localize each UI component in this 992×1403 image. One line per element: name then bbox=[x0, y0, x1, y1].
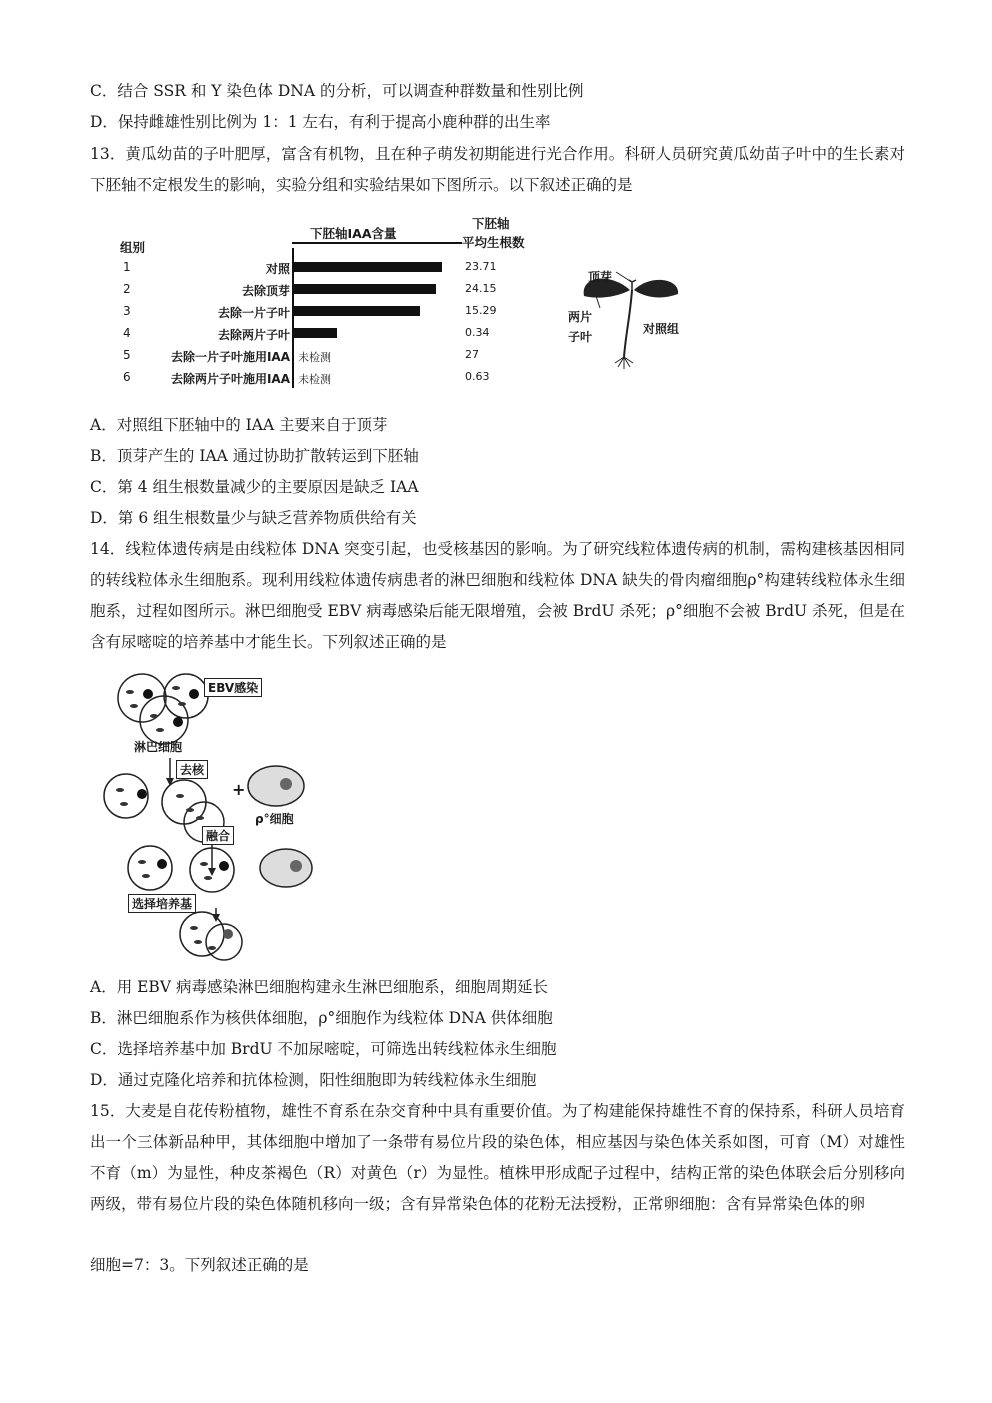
label-control: 对照组 bbox=[643, 322, 680, 336]
group-label: 去除一片子叶施用IAA bbox=[170, 350, 290, 364]
not-detected-label: 未检测 bbox=[298, 351, 331, 364]
lymphocyte-cluster bbox=[118, 674, 208, 744]
q14-option-c: C．选择培养基中加 BrdU 不加尿嘧啶，可筛选出转线粒体永生细胞 bbox=[90, 1040, 557, 1058]
label-fusion: 融合 bbox=[202, 826, 234, 845]
q14-option-a: A．用 EBV 病毒感染淋巴细胞构建永生淋巴细胞系，细胞周期延长 bbox=[90, 978, 548, 996]
q13-stem: 13．黄瓜幼苗的子叶肥厚，富含有机物，且在种子萌发初期能进行光合作用。科研人员研究黄瓜幼苗子叶中的生长素对下胚轴不定根发生的影响，实验分组和实验结果如下图所示。以下叙述正确的是 bbox=[90, 145, 905, 194]
q14-option-d: D．通过克隆化培养和抗体检测，阳性细胞即为转线粒体永生细胞 bbox=[90, 1071, 537, 1089]
rho-cell bbox=[248, 766, 304, 806]
iaa-bar bbox=[294, 262, 442, 272]
root-count: 0.63 bbox=[465, 370, 490, 383]
hybrid-cells bbox=[180, 912, 242, 960]
group-number: 3 bbox=[123, 304, 131, 318]
bar-row bbox=[110, 368, 530, 388]
col-iaa-header: 下胚轴IAA含量 bbox=[310, 226, 397, 241]
iaa-bar bbox=[294, 328, 337, 338]
group-number: 1 bbox=[123, 260, 131, 274]
q14-figure bbox=[100, 672, 430, 962]
label-cotyledon-1: 两片 bbox=[568, 310, 593, 324]
apex-pointer bbox=[616, 272, 630, 281]
plus-sign: + bbox=[232, 780, 246, 799]
bar-row bbox=[110, 280, 530, 300]
bar-row bbox=[110, 346, 530, 366]
fused-cells bbox=[128, 846, 234, 892]
q14-stem: 14．线粒体遗传病是由线粒体 DNA 突变引起，也受核基因的影响。为了研究线粒体遗传病的机制，需构建核基因相同的转线粒体永生细胞系。现利用线粒体遗传病患者的淋巴细胞和线粒体 DNA 缺失的骨肉瘤细胞ρ°构建转线粒体永生细胞系，过程如图所示。淋巴细胞受 EBV 病毒感染后能无限增殖，会被 BrdU 杀死；ρ°细胞不会被 BrdU 杀死，但是在含有尿嘧啶的培养基中才能生长。下列叙述正确的是 bbox=[90, 540, 905, 651]
root-count: 27 bbox=[465, 348, 479, 361]
iaa-bar bbox=[294, 284, 436, 294]
group-label: 去除一片子叶 bbox=[217, 306, 290, 320]
label-ebv: EBV感染 bbox=[204, 678, 262, 697]
group-label: 对照 bbox=[265, 262, 290, 276]
q13-option-d: D．第 6 组生根数量少与缺乏营养物质供给有关 bbox=[90, 509, 417, 527]
bar-row bbox=[110, 324, 530, 344]
col-roots-header-2: 平均生根数 bbox=[462, 235, 525, 250]
label-select-medium: 选择培养基 bbox=[128, 894, 196, 913]
root-count: 24.15 bbox=[465, 282, 497, 295]
nucleus bbox=[173, 717, 183, 727]
label-rho-cell: ρ°细胞 bbox=[255, 812, 294, 826]
nucleus bbox=[143, 689, 153, 699]
group-label: 去除两片子叶施用IAA bbox=[170, 372, 290, 386]
header-rule bbox=[292, 242, 462, 244]
hypocotyl bbox=[624, 290, 632, 357]
label-apex: 顶芽 bbox=[588, 270, 613, 284]
root-count: 15.29 bbox=[465, 304, 497, 317]
label-cotyledon-2: 子叶 bbox=[568, 330, 593, 344]
q15-stem: 15．大麦是自花传粉植物，雄性不育系在杂交育种中具有重要价值。为了构建能保持雄性不育的保持系，科研人员培育出一个三体新品种甲，其体细胞中增加了一条带有易位片段的染色体，相应基因与染色体关系如图，可育（M）对雄性不育（m）为显性，种皮茶褐色（R）对黄色（r）为显性。植株甲形成配子过程中，结构正常的染色体联会后分别移向两级，带有易位片段的染色体随机移向一级；含有异常染色体的花粉无法授粉，正常卵细胞：含有异常染色体的卵 bbox=[90, 1102, 905, 1213]
iaa-bar bbox=[294, 306, 420, 316]
group-number: 2 bbox=[123, 282, 131, 296]
bar-row bbox=[110, 302, 530, 322]
q14-option-b: B．淋巴细胞系作为核供体细胞，ρ°细胞作为线粒体 DNA 供体细胞 bbox=[90, 1009, 553, 1027]
bar-row bbox=[110, 258, 530, 278]
cotyledon-pointer bbox=[596, 296, 600, 308]
not-detected-label: 未检测 bbox=[298, 373, 331, 386]
q12-option-d: D．保持雌雄性别比例为 1：1 左右，有利于提高小鹿种群的出生率 bbox=[90, 113, 551, 131]
label-lymphocyte: 淋巴细胞 bbox=[134, 740, 183, 754]
q12-option-c: C．结合 SSR 和 Y 染色体 DNA 的分析，可以调查种群数量和性别比例 bbox=[90, 82, 584, 100]
q13-option-a: A．对照组下胚轴中的 IAA 主要来自于顶芽 bbox=[90, 416, 388, 434]
group-number: 4 bbox=[123, 326, 131, 340]
label-enucleate: 去核 bbox=[176, 760, 208, 779]
col-group-header: 组别 bbox=[120, 240, 146, 255]
apex-bud bbox=[629, 280, 636, 290]
root-count: 0.34 bbox=[465, 326, 490, 339]
right-cotyledon bbox=[634, 280, 678, 298]
roots bbox=[615, 357, 633, 369]
group-number: 5 bbox=[123, 348, 131, 362]
q13-option-b: B．顶芽产生的 IAA 通过协助扩散转运到下胚轴 bbox=[90, 447, 419, 465]
col-roots-header-1: 下胚轴 bbox=[472, 216, 510, 231]
group-label: 去除两片子叶 bbox=[217, 328, 290, 342]
nucleus bbox=[189, 689, 199, 699]
q15-stem-tail: 细胞=7：3。下列叙述正确的是 bbox=[90, 1256, 309, 1274]
group-number: 6 bbox=[123, 370, 131, 384]
q13-option-c: C．第 4 组生根数量减少的主要原因是缺乏 IAA bbox=[90, 478, 419, 496]
q13-figure bbox=[110, 212, 710, 402]
group-label: 去除顶芽 bbox=[241, 284, 290, 298]
root-count: 23.71 bbox=[465, 260, 497, 273]
